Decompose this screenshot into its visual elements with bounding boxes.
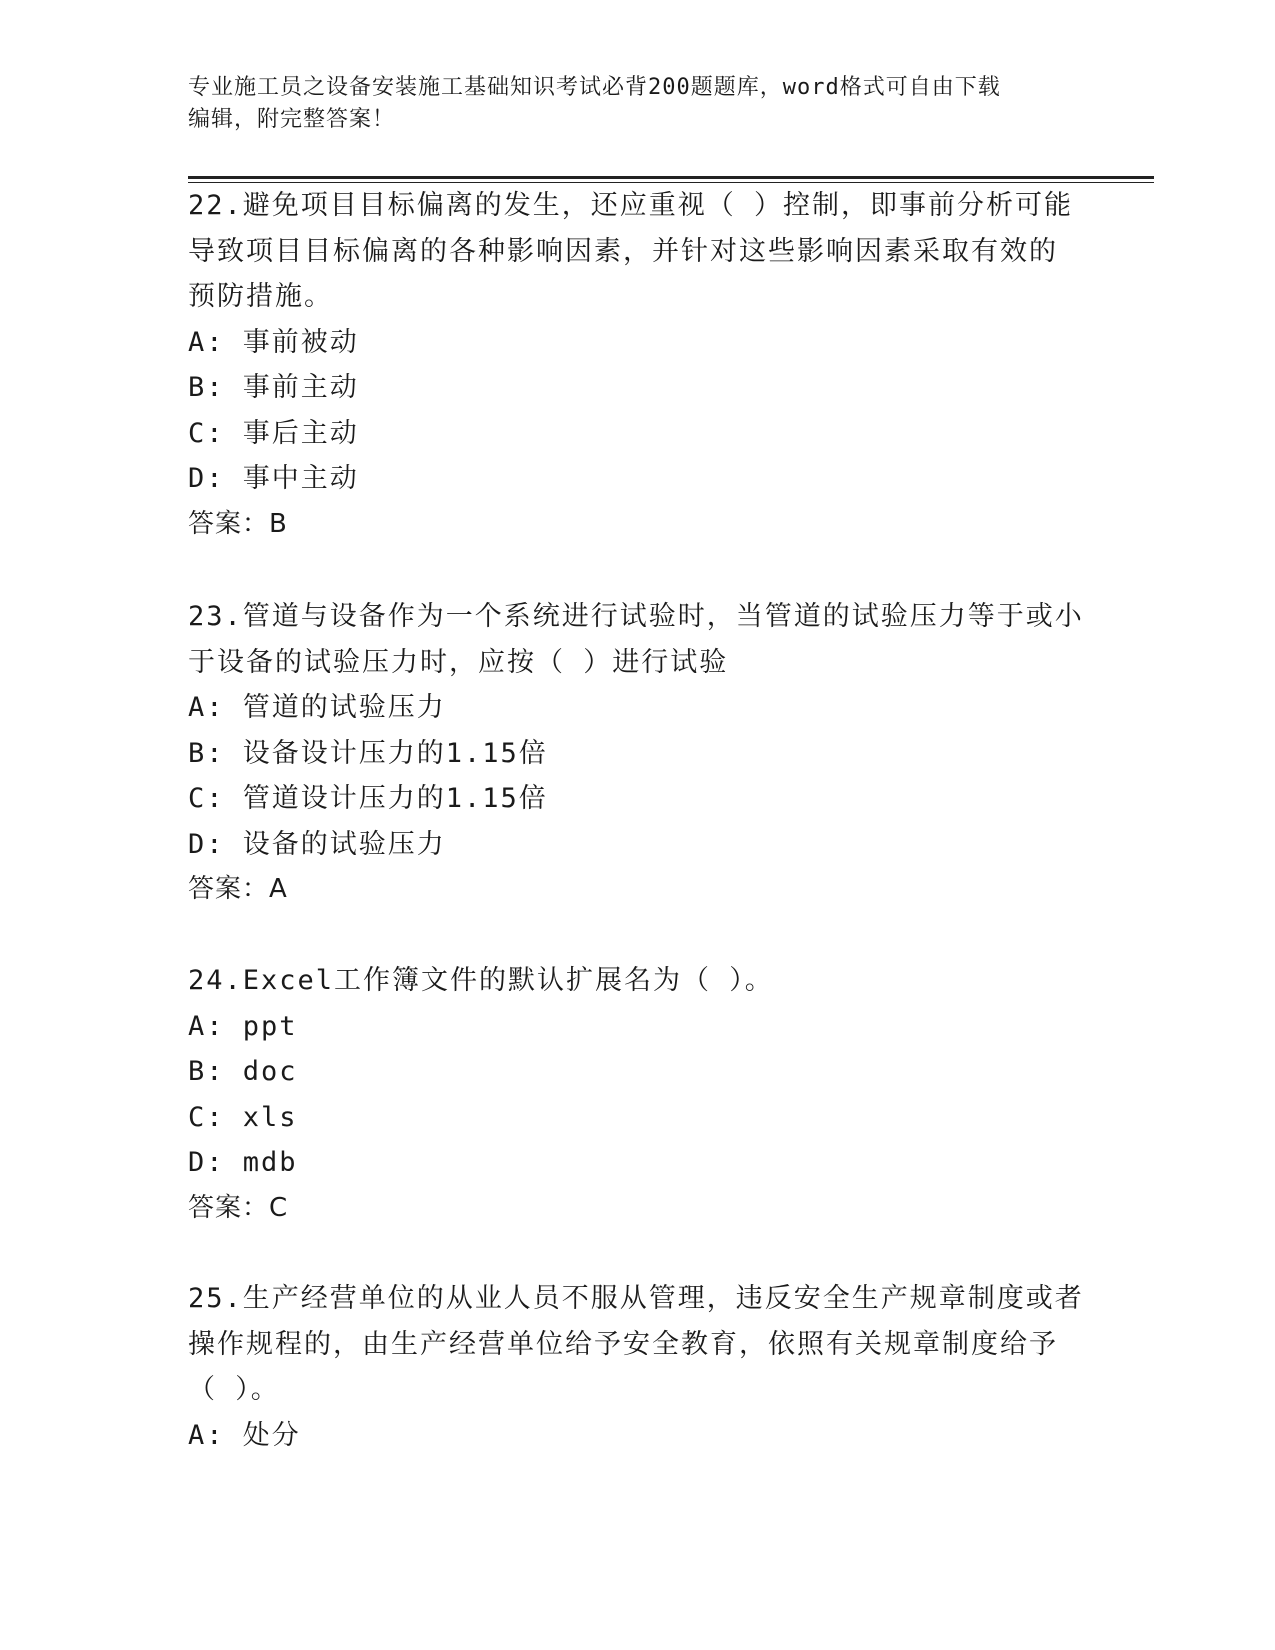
header-line-2: 编辑，附完整答案！ [188, 107, 396, 132]
option-d: D: 设备的试验压力 [188, 828, 446, 860]
question-stem-line: 导致项目目标偏离的各种影响因素，并针对这些影响因素采取有效的 [188, 235, 1058, 267]
question-stem-line: 23.管道与设备作为一个系统进行试验时，当管道的试验压力等于或小 [188, 601, 1084, 632]
answer-label: 答案：C [188, 1192, 289, 1223]
option-b: B: doc [188, 1056, 298, 1087]
answer-label: 答案：A [188, 874, 288, 904]
option-c: C: 管道设计压力的1.15倍 [188, 783, 548, 814]
answer-label: 答案：B [188, 508, 288, 539]
option-a: A: 事前被动 [188, 326, 359, 358]
question-stem-line: 25.生产经营单位的从业人员不服从管理，违反安全生产规章制度或者 [188, 1283, 1084, 1314]
header-line-1: 专业施工员之设备安装施工基础知识考试必背200题题库，word格式可自由下载 [188, 75, 1001, 100]
option-a: A: 管道的试验压力 [188, 692, 446, 723]
question-stem-line: 22.避免项目目标偏离的发生，还应重视（ ）控制，即事前分析可能 [188, 190, 1074, 221]
question-23 [188, 594, 1088, 913]
question-25 [188, 1276, 1088, 1458]
option-c: C: xls [188, 1101, 298, 1133]
option-b: B: 设备设计压力的1.15倍 [188, 737, 548, 769]
option-a: A: ppt [188, 1010, 298, 1042]
question-stem-line: 预防措施。 [188, 281, 333, 312]
option-b: B: 事前主动 [188, 372, 359, 403]
question-stem-line: 操作规程的，由生产经营单位给予安全教育，依照有关规章制度给予 [188, 1328, 1058, 1360]
option-d: D: 事中主动 [188, 463, 359, 494]
question-stem-line: 于设备的试验压力时，应按（ ）进行试验 [188, 646, 729, 678]
option-a: A: 处分 [188, 1419, 301, 1451]
question-24 [188, 958, 1088, 1231]
document-header [188, 72, 1068, 136]
option-c: C: 事后主动 [188, 417, 359, 449]
option-d: D: mdb [188, 1147, 298, 1178]
header-divider-thick [188, 176, 1154, 179]
question-22 [188, 183, 1088, 547]
question-stem-line: （ ）。 [188, 1374, 280, 1405]
question-stem-line: 24.Excel工作簿文件的默认扩展名为（ ）。 [188, 965, 774, 996]
